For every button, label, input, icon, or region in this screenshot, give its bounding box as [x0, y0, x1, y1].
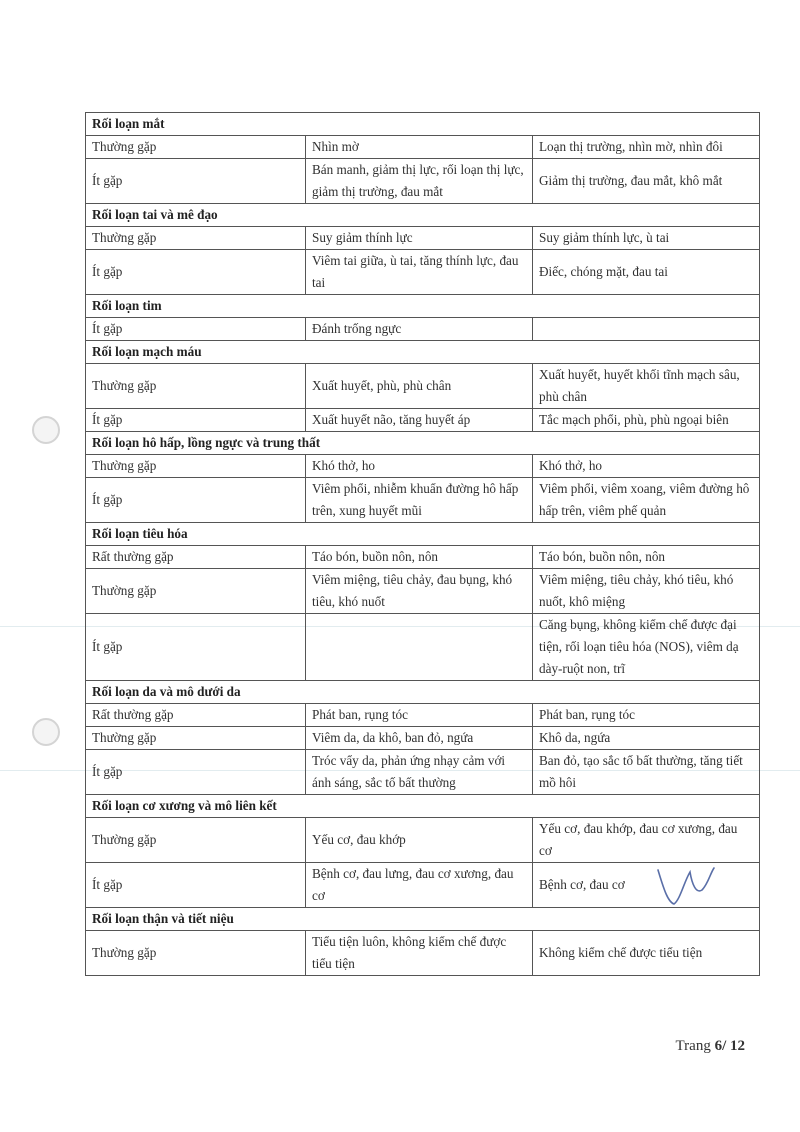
table-row [86, 614, 760, 681]
category-row [86, 432, 760, 455]
column-b-cell: Không kiểm chế được tiểu tiện [533, 931, 760, 976]
frequency-cell: Ít gặp [86, 159, 306, 204]
column-a-cell: Xuất huyết, phù, phù chân [306, 364, 533, 409]
category-heading: Rối loạn tim [86, 295, 760, 318]
column-a-cell: Viêm da, da khô, ban đỏ, ngứa [306, 727, 533, 750]
frequency-cell: Thường gặp [86, 818, 306, 863]
column-a-cell: Tróc vẩy da, phản ứng nhạy cảm với ánh sáng, sắc tố bất thường [306, 750, 533, 795]
column-a-cell: Táo bón, buồn nôn, nôn [306, 546, 533, 569]
frequency-cell: Thường gặp [86, 569, 306, 614]
column-a-cell: Bệnh cơ, đau lưng, đau cơ xương, đau cơ [306, 863, 533, 908]
handwritten-signature [650, 860, 720, 910]
column-a-cell: Khó thở, ho [306, 455, 533, 478]
category-heading: Rối loạn hô hấp, lồng ngực và trung thất [86, 432, 760, 455]
category-row [86, 523, 760, 546]
table-row [86, 409, 760, 432]
frequency-cell: Thường gặp [86, 455, 306, 478]
column-a-cell: Đánh trống ngực [306, 318, 533, 341]
page-label: Trang [675, 1038, 711, 1054]
frequency-cell: Rất thường gặp [86, 546, 306, 569]
column-b-cell: Yếu cơ, đau khớp, đau cơ xương, đau cơ [533, 818, 760, 863]
column-a-cell: Bán manh, giảm thị lực, rối loạn thị lực, giảm thị trường, đau mắt [306, 159, 533, 204]
category-row [86, 681, 760, 704]
table-row [86, 478, 760, 523]
column-b-cell: Táo bón, buồn nôn, nôn [533, 546, 760, 569]
category-heading: Rối loạn cơ xương và mô liên kết [86, 795, 760, 818]
column-a-cell: Viêm miệng, tiêu chảy, đau bụng, khó tiêu, khó nuốt [306, 569, 533, 614]
column-b-cell: Giảm thị trường, đau mắt, khô mắt [533, 159, 760, 204]
column-a-cell: Phát ban, rụng tóc [306, 704, 533, 727]
frequency-cell: Ít gặp [86, 318, 306, 341]
column-a-cell: Viêm tai giữa, ù tai, tăng thính lực, đau tai [306, 250, 533, 295]
column-b-cell: Viêm phổi, viêm xoang, viêm đường hô hấp trên, viêm phế quản [533, 478, 760, 523]
category-row [86, 908, 760, 931]
table-row [86, 546, 760, 569]
adverse-effects-table-body [86, 113, 760, 976]
table-row [86, 227, 760, 250]
table-row [86, 931, 760, 976]
table-row [86, 750, 760, 795]
category-heading: Rối loạn tai và mê đạo [86, 204, 760, 227]
punch-hole [32, 718, 60, 746]
category-row [86, 204, 760, 227]
table-row [86, 136, 760, 159]
page-total: 12 [730, 1038, 745, 1054]
table-row [86, 250, 760, 295]
category-heading: Rối loạn da và mô dưới da [86, 681, 760, 704]
frequency-cell: Thường gặp [86, 136, 306, 159]
category-row [86, 341, 760, 364]
frequency-cell: Ít gặp [86, 750, 306, 795]
column-a-cell: Suy giảm thính lực [306, 227, 533, 250]
frequency-cell: Thường gặp [86, 727, 306, 750]
table-row [86, 818, 760, 863]
column-a-cell: Nhìn mờ [306, 136, 533, 159]
column-b-cell: Xuất huyết, huyết khối tĩnh mạch sâu, phù chân [533, 364, 760, 409]
table-row [86, 318, 760, 341]
frequency-cell: Ít gặp [86, 863, 306, 908]
frequency-cell: Thường gặp [86, 931, 306, 976]
category-row [86, 795, 760, 818]
column-a-cell: Xuất huyết não, tăng huyết áp [306, 409, 533, 432]
column-b-cell: Phát ban, rụng tóc [533, 704, 760, 727]
category-heading: Rối loạn mạch máu [86, 341, 760, 364]
punch-hole [32, 416, 60, 444]
page-separator: / [722, 1038, 727, 1054]
column-a-cell: Viêm phổi, nhiễm khuẩn đường hô hấp trên, xung huyết mũi [306, 478, 533, 523]
category-heading: Rối loạn tiêu hóa [86, 523, 760, 546]
page-number [676, 1038, 745, 1055]
column-a-cell: Yếu cơ, đau khớp [306, 818, 533, 863]
column-b-cell: Căng bụng, không kiểm chế được đại tiện, rối loạn tiêu hóa (NOS), viêm dạ dày-ruột non, trĩ [533, 614, 760, 681]
table-row [86, 455, 760, 478]
category-heading: Rối loạn mắt [86, 113, 760, 136]
frequency-cell: Ít gặp [86, 250, 306, 295]
column-b-cell [533, 318, 760, 341]
table-row [86, 704, 760, 727]
column-b-cell: Suy giảm thính lực, ù tai [533, 227, 760, 250]
frequency-cell: Ít gặp [86, 614, 306, 681]
frequency-cell: Rất thường gặp [86, 704, 306, 727]
column-a-cell: Tiểu tiện luôn, không kiểm chế được tiểu tiện [306, 931, 533, 976]
category-heading: Rối loạn thận và tiết niệu [86, 908, 760, 931]
column-b-cell: Tắc mạch phổi, phù, phù ngoại biên [533, 409, 760, 432]
column-b-cell: Khô da, ngứa [533, 727, 760, 750]
column-a-cell [306, 614, 533, 681]
page-current: 6 [714, 1038, 723, 1054]
category-row [86, 295, 760, 318]
table-row [86, 364, 760, 409]
column-b-cell: Điếc, chóng mặt, đau tai [533, 250, 760, 295]
adverse-effects-table [85, 112, 760, 976]
frequency-cell: Thường gặp [86, 227, 306, 250]
table-row [86, 569, 760, 614]
column-b-cell: Khó thở, ho [533, 455, 760, 478]
column-b-cell: Bệnh cơ, đau cơ [533, 863, 760, 908]
frequency-cell: Thường gặp [86, 364, 306, 409]
column-b-cell: Ban đỏ, tạo sắc tố bất thường, tăng tiết mồ hôi [533, 750, 760, 795]
column-b-cell: Viêm miệng, tiêu chảy, khó tiêu, khó nuốt, khô miệng [533, 569, 760, 614]
column-b-cell: Loạn thị trường, nhìn mờ, nhìn đôi [533, 136, 760, 159]
frequency-cell: Ít gặp [86, 478, 306, 523]
frequency-cell: Ít gặp [86, 409, 306, 432]
table-row [86, 727, 760, 750]
table-row [86, 159, 760, 204]
category-row [86, 113, 760, 136]
